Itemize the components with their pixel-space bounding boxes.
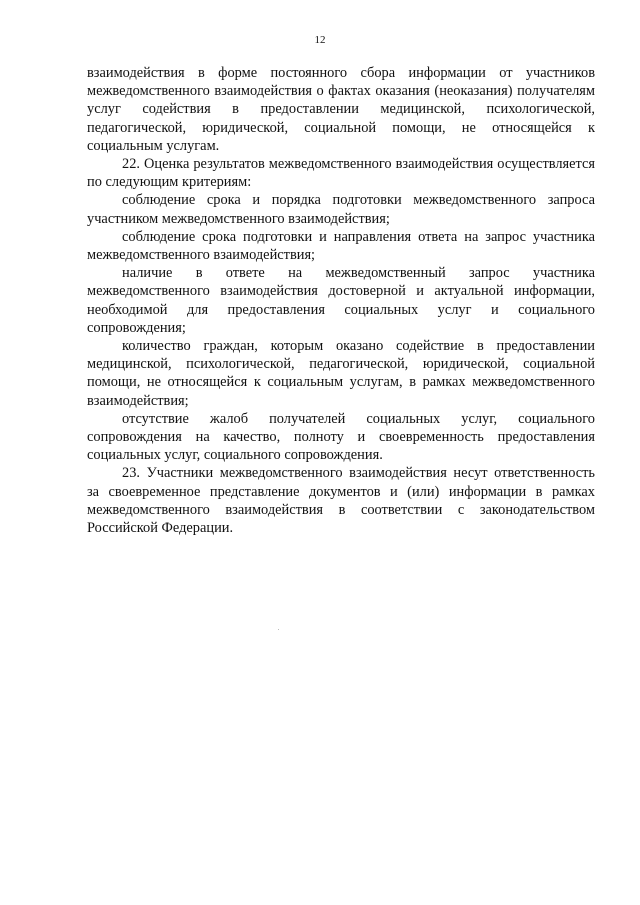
paragraph-item-23: 23. Участники межведомственного взаимодействия несут ответственность за своевременное представление документов и (или) информации в рамках межведомственного взаимодействия в соответствии с законодательством Российской Федерации. bbox=[87, 465, 595, 537]
document-body bbox=[87, 64, 595, 537]
paragraph-item-22: 22. Оценка результатов межведомственного взаимодействия осуществляется по следующим критериям: bbox=[87, 156, 595, 191]
page-number: 12 bbox=[314, 34, 326, 46]
criterion-request-deadline: соблюдение срока и порядка подготовки межведомственного запроса участником межведомственного взаимодействия; bbox=[87, 192, 595, 227]
criterion-response-deadline: соблюдение срока подготовки и направления ответа на запрос участника межведомственного взаимодействия; bbox=[87, 228, 595, 264]
scan-speck bbox=[278, 629, 279, 630]
criterion-number-of-citizens: количество граждан, которым оказано содействие в предоставлении медицинской, психологической, педагогической, юридической, социальной помощи, не относящейся к социальным услугам, в рамках межведомственного взаимодействия; bbox=[87, 338, 595, 409]
criterion-reliable-information: наличие в ответе на межведомственный запрос участника межведомственного взаимодействия достоверной и актуальной информации, необходимой для предоставления социальных услуг и социального сопровождения; bbox=[87, 265, 595, 336]
paragraph-continuation: взаимодействия в форме постоянного сбора информации от участников межведомственного взаимодействия о фактах оказания (неоказания) получателям услуг содействия в предоставлении медицинской, психологической, педагогической, юридической, социальной помощи, не относящейся к социальным услугам. bbox=[87, 65, 595, 154]
criterion-no-complaints: отсутствие жалоб получателей социальных услуг, социального сопровождения на качество, полноту и своевременность предоставления социальных услуг, социального сопровождения. bbox=[87, 410, 595, 464]
